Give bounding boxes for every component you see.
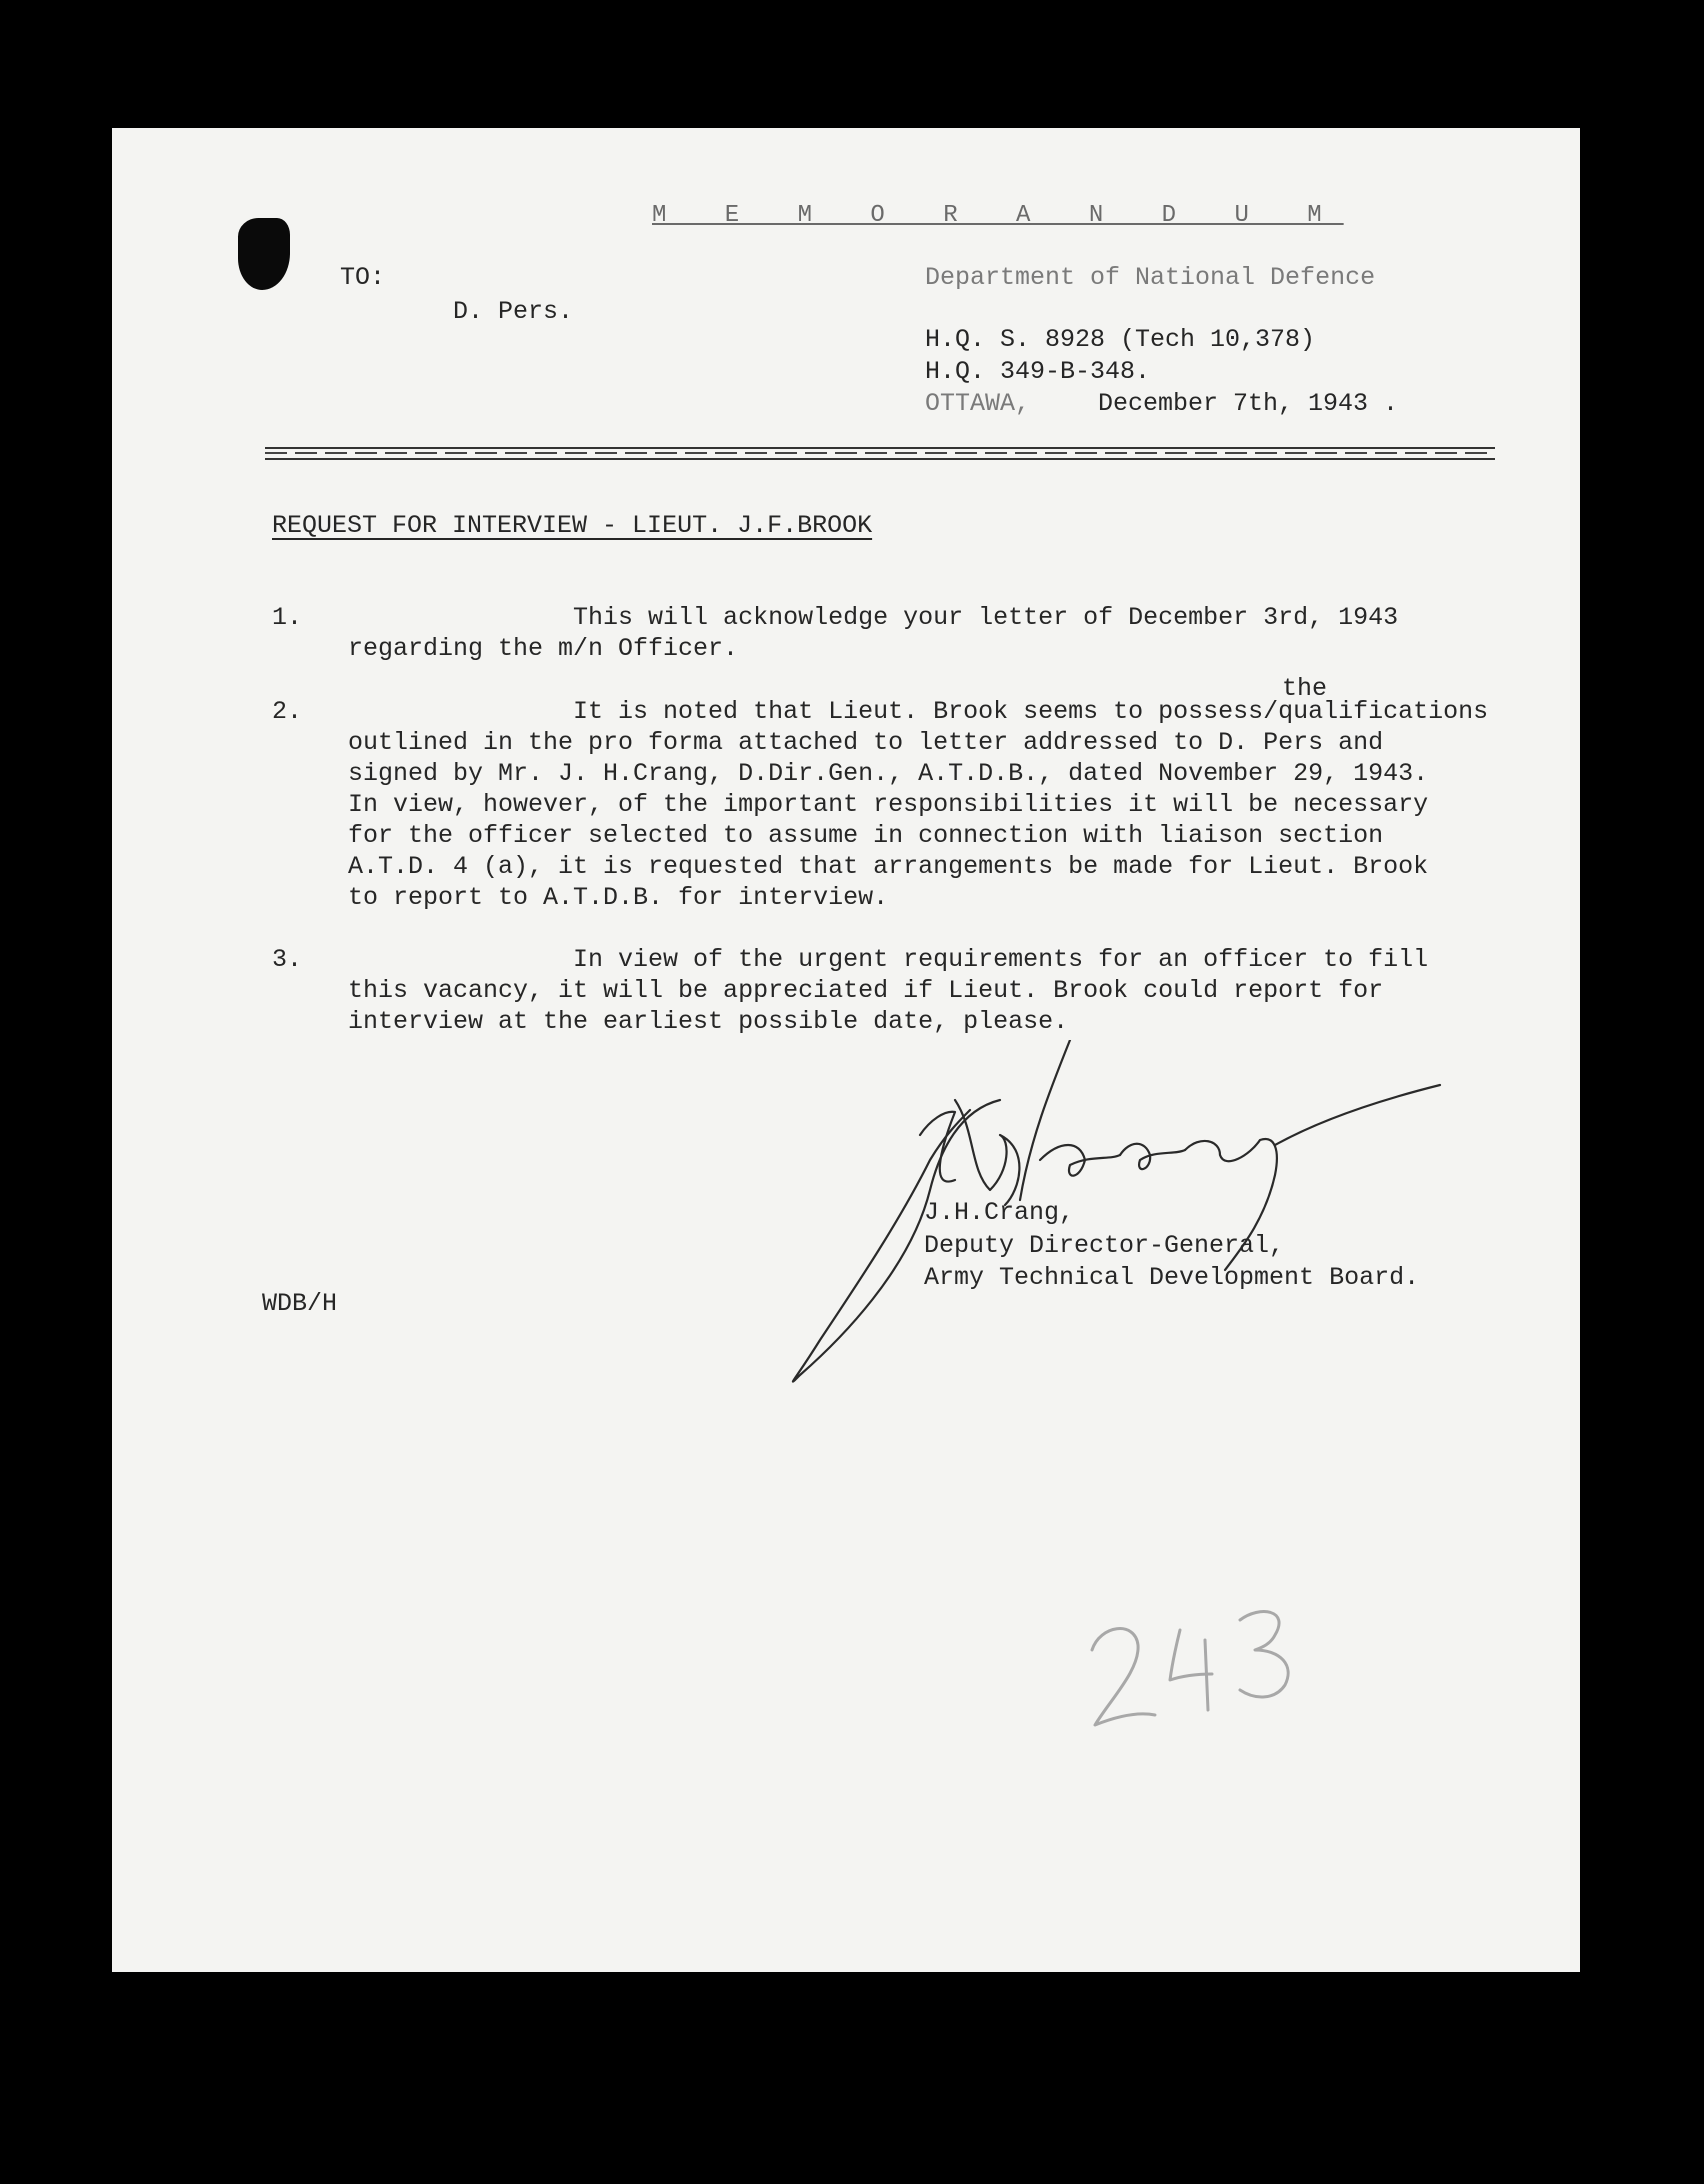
paragraph-line: In view, however, of the important responsibilities it will be necessary [348,790,1429,819]
paragraph-line: In view of the urgent requirements for an officer to fill [348,945,1429,974]
header-rule-middle [265,452,1495,454]
reference-hq: H.Q. 349-B-348. [925,357,1151,386]
paragraph-1 [348,602,1508,664]
handwritten-signature [780,1040,1480,1400]
header-rule-bottom [265,458,1495,460]
paragraph-line: It is noted that Lieut. Brook seems to possess/qualifications [348,697,1489,726]
signatory-title: Deputy Director-General, [924,1231,1285,1260]
memo-title: M E M O R A N D U M [652,202,1344,229]
inserted-word: the [1282,674,1328,703]
paragraph-line: This will acknowledge your letter of December 3rd, 1943 [348,603,1399,632]
paragraph-3 [348,944,1508,1037]
paragraph-line: interview at the earliest possible date, please. [348,1007,1069,1036]
signatory-organization: Army Technical Development Board. [924,1263,1420,1292]
handwritten-page-number [1080,1590,1320,1740]
paragraph-number: 1. [272,603,303,632]
paragraph-line: A.T.D. 4 (a), it is requested that arrangements be made for Lieut. Brook [348,852,1429,881]
paragraph-line: this vacancy, it will be appreciated if Lieut. Brook could report for [348,976,1384,1005]
to-label: TO: [340,263,386,292]
subject-line: REQUEST FOR INTERVIEW - LIEUT. J.F.BROOK [272,511,873,540]
place: OTTAWA, [925,389,1031,418]
typist-initials: WDB/H [262,1289,338,1318]
department-name: Department of National Defence [925,263,1376,292]
reference-hqs: H.Q. S. 8928 (Tech 10,378) [925,325,1316,354]
paragraph-2 [348,696,1508,913]
paragraph-line: signed by Mr. J. H.Crang, D.Dir.Gen., A.T.D.B., dated November 29, 1943. [348,759,1429,788]
header-rule-top [265,447,1495,449]
paragraph-line: outlined in the pro forma attached to letter addressed to D. Pers and [348,728,1384,757]
paragraph-line: for the officer selected to assume in connection with liaison section [348,821,1384,850]
to-recipient: D. Pers. [453,297,574,326]
signatory-name: J.H.Crang, [924,1198,1075,1227]
paragraph-number: 3. [272,945,303,974]
paragraph-line: to report to A.T.D.B. for interview. [348,883,889,912]
paragraph-line: regarding the m/n Officer. [348,634,739,663]
paragraph-number: 2. [272,697,303,726]
memo-date: December 7th, 1943 . [1098,389,1399,418]
